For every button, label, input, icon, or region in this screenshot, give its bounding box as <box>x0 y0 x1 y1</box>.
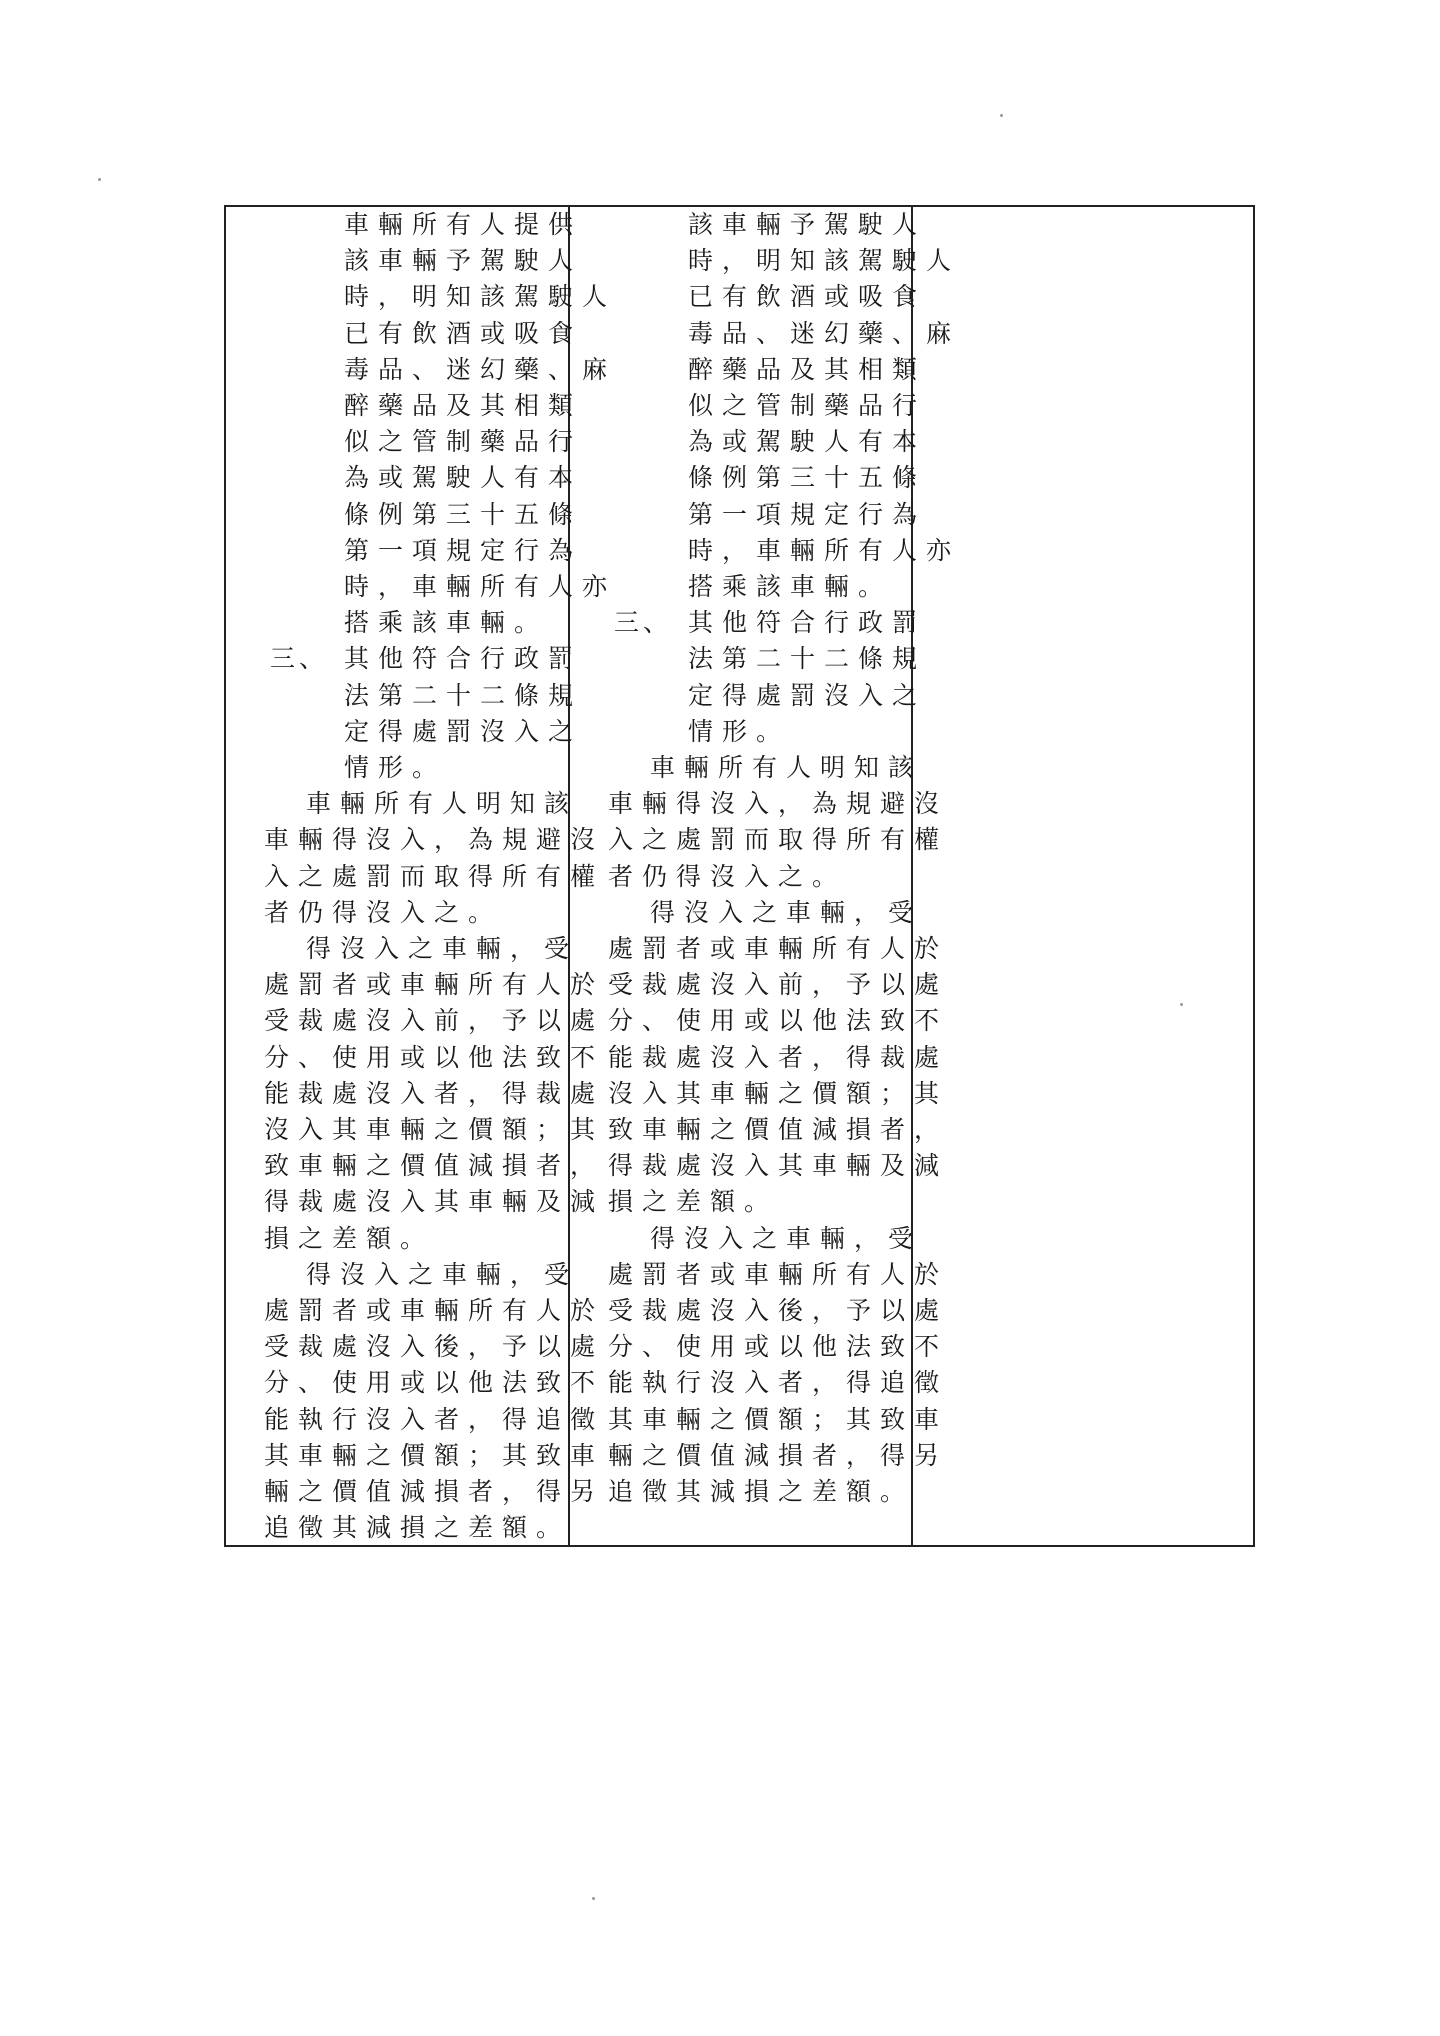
paragraph-line: 沒入其車輛之價額；其 <box>264 1115 605 1144</box>
paragraph-line: 致車輛之價值減損者， <box>608 1115 949 1144</box>
text-line: 搭乘該車輛。 <box>344 608 549 638</box>
paragraph-line: 能執行沒入者，得追徵 <box>264 1404 605 1434</box>
text-line: 法第二十二條規 <box>688 644 927 674</box>
paragraph-line: 分、使用或以他法致不 <box>264 1368 605 1398</box>
paragraph-line: 處罰者或車輛所有人於 <box>608 1259 949 1289</box>
item-number-marker: 三、 <box>614 608 673 638</box>
text-line: 已有飲酒或吸食 <box>688 282 927 312</box>
text-line: 毒品、迷幻藥、麻 <box>344 354 617 384</box>
text-line: 時，明知該駕駛人 <box>344 282 617 312</box>
text-line: 時，明知該駕駛人 <box>688 246 961 276</box>
table-column-middle <box>570 207 961 1545</box>
paragraph-line: 能執行沒入者，得追徵 <box>608 1368 949 1398</box>
paragraph-line: 得沒入之車輛，受 <box>650 897 923 927</box>
paragraph-line: 能裁處沒入者，得裁處 <box>264 1078 605 1108</box>
item-number-marker: 三、 <box>270 644 329 674</box>
text-line: 似之管制藥品行 <box>688 391 927 420</box>
paragraph-line: 受裁處沒入後，予以處 <box>264 1332 605 1362</box>
comparison-table <box>224 205 1255 1547</box>
paragraph-line: 分、使用或以他法致不 <box>264 1042 605 1072</box>
text-line: 已有飲酒或吸食 <box>344 318 583 348</box>
paragraph-line: 損之差額。 <box>608 1187 779 1217</box>
paragraph-line: 致車輛之價值減損者， <box>264 1151 605 1181</box>
paragraph-line: 分、使用或以他法致不 <box>608 1332 949 1362</box>
paragraph-line: 追徵其減損之差額。 <box>608 1477 915 1506</box>
paragraph-line: 者仍得沒入之。 <box>264 897 503 927</box>
text-line: 搭乘該車輛。 <box>688 572 893 601</box>
table-column-left <box>226 207 617 1545</box>
paragraph-line: 入之處罰而取得所有權 <box>608 825 949 855</box>
paragraph-line: 追徵其減損之差額。 <box>264 1513 571 1543</box>
paragraph-line: 輛之價值減損者，得另 <box>608 1440 949 1470</box>
text-line: 其他符合行政罰 <box>688 608 927 638</box>
paragraph-line: 得沒入之車輛，受 <box>306 1259 579 1289</box>
text-line: 似之管制藥品行 <box>344 427 583 457</box>
text-line: 情形。 <box>344 753 447 782</box>
paragraph-line: 車輛得沒入，為規避沒 <box>608 789 949 819</box>
paragraph-line: 分、使用或以他法致不 <box>608 1006 949 1036</box>
paragraph-line: 沒入其車輛之價額；其 <box>608 1078 949 1108</box>
paragraph-line: 車輛所有人明知該 <box>650 753 923 782</box>
paragraph-line: 車輛所有人明知該 <box>306 789 579 819</box>
text-line: 時，車輛所有人亦 <box>344 572 617 601</box>
paragraph-line: 損之差額。 <box>264 1223 435 1253</box>
paragraph-line: 處罰者或車輛所有人於 <box>608 934 949 963</box>
text-line: 定得處罰沒入之 <box>688 680 927 710</box>
text-line: 第一項規定行為 <box>344 535 583 565</box>
text-line: 第一項規定行為 <box>688 499 927 529</box>
text-line: 情形。 <box>688 716 791 746</box>
scan-speck <box>592 1897 595 1900</box>
paragraph-line: 處罰者或車輛所有人於 <box>264 1296 605 1325</box>
text-line: 為或駕駛人有本 <box>344 463 583 493</box>
paragraph-line: 得裁處沒入其車輛及減 <box>264 1187 605 1217</box>
text-line: 為或駕駛人有本 <box>688 427 927 457</box>
text-line: 定得處罰沒入之 <box>344 716 583 746</box>
text-line: 毒品、迷幻藥、麻 <box>688 318 961 348</box>
paragraph-line: 入之處罰而取得所有權 <box>264 861 605 891</box>
text-line: 該車輛予駕駛人 <box>688 210 927 239</box>
text-line: 車輛所有人提供 <box>344 210 583 239</box>
paragraph-line: 得裁處沒入其車輛及減 <box>608 1151 949 1181</box>
paragraph-line: 車輛得沒入，為規避沒 <box>264 825 605 855</box>
text-line: 時，車輛所有人亦 <box>688 535 961 565</box>
paragraph-line: 受裁處沒入前，予以處 <box>264 1006 605 1036</box>
text-line: 醉藥品及其相類 <box>344 391 583 420</box>
paragraph-line: 者仍得沒入之。 <box>608 861 847 891</box>
text-line: 醉藥品及其相類 <box>688 354 927 384</box>
paragraph-line: 受裁處沒入後，予以處 <box>608 1296 949 1325</box>
paragraph-line: 能裁處沒入者，得裁處 <box>608 1042 949 1072</box>
paragraph-line: 受裁處沒入前，予以處 <box>608 970 949 1000</box>
table-column-right <box>913 207 1253 1545</box>
paragraph-line: 處罰者或車輛所有人於 <box>264 970 605 1000</box>
text-line: 條例第三十五條 <box>344 499 583 529</box>
paragraph-line: 得沒入之車輛，受 <box>650 1223 923 1253</box>
text-line: 法第二十二條規 <box>344 680 583 710</box>
scan-speck <box>1000 114 1003 117</box>
paragraph-line: 輛之價值減損者，得另 <box>264 1477 605 1506</box>
paragraph-line: 得沒入之車輛，受 <box>306 934 579 963</box>
text-line: 條例第三十五條 <box>688 463 927 493</box>
paragraph-line: 其車輛之價額；其致車 <box>608 1404 949 1434</box>
paragraph-line: 其車輛之價額；其致車 <box>264 1440 605 1470</box>
text-line: 其他符合行政罰 <box>344 644 583 674</box>
text-line: 該車輛予駕駛人 <box>344 246 583 276</box>
scan-speck <box>98 178 101 181</box>
